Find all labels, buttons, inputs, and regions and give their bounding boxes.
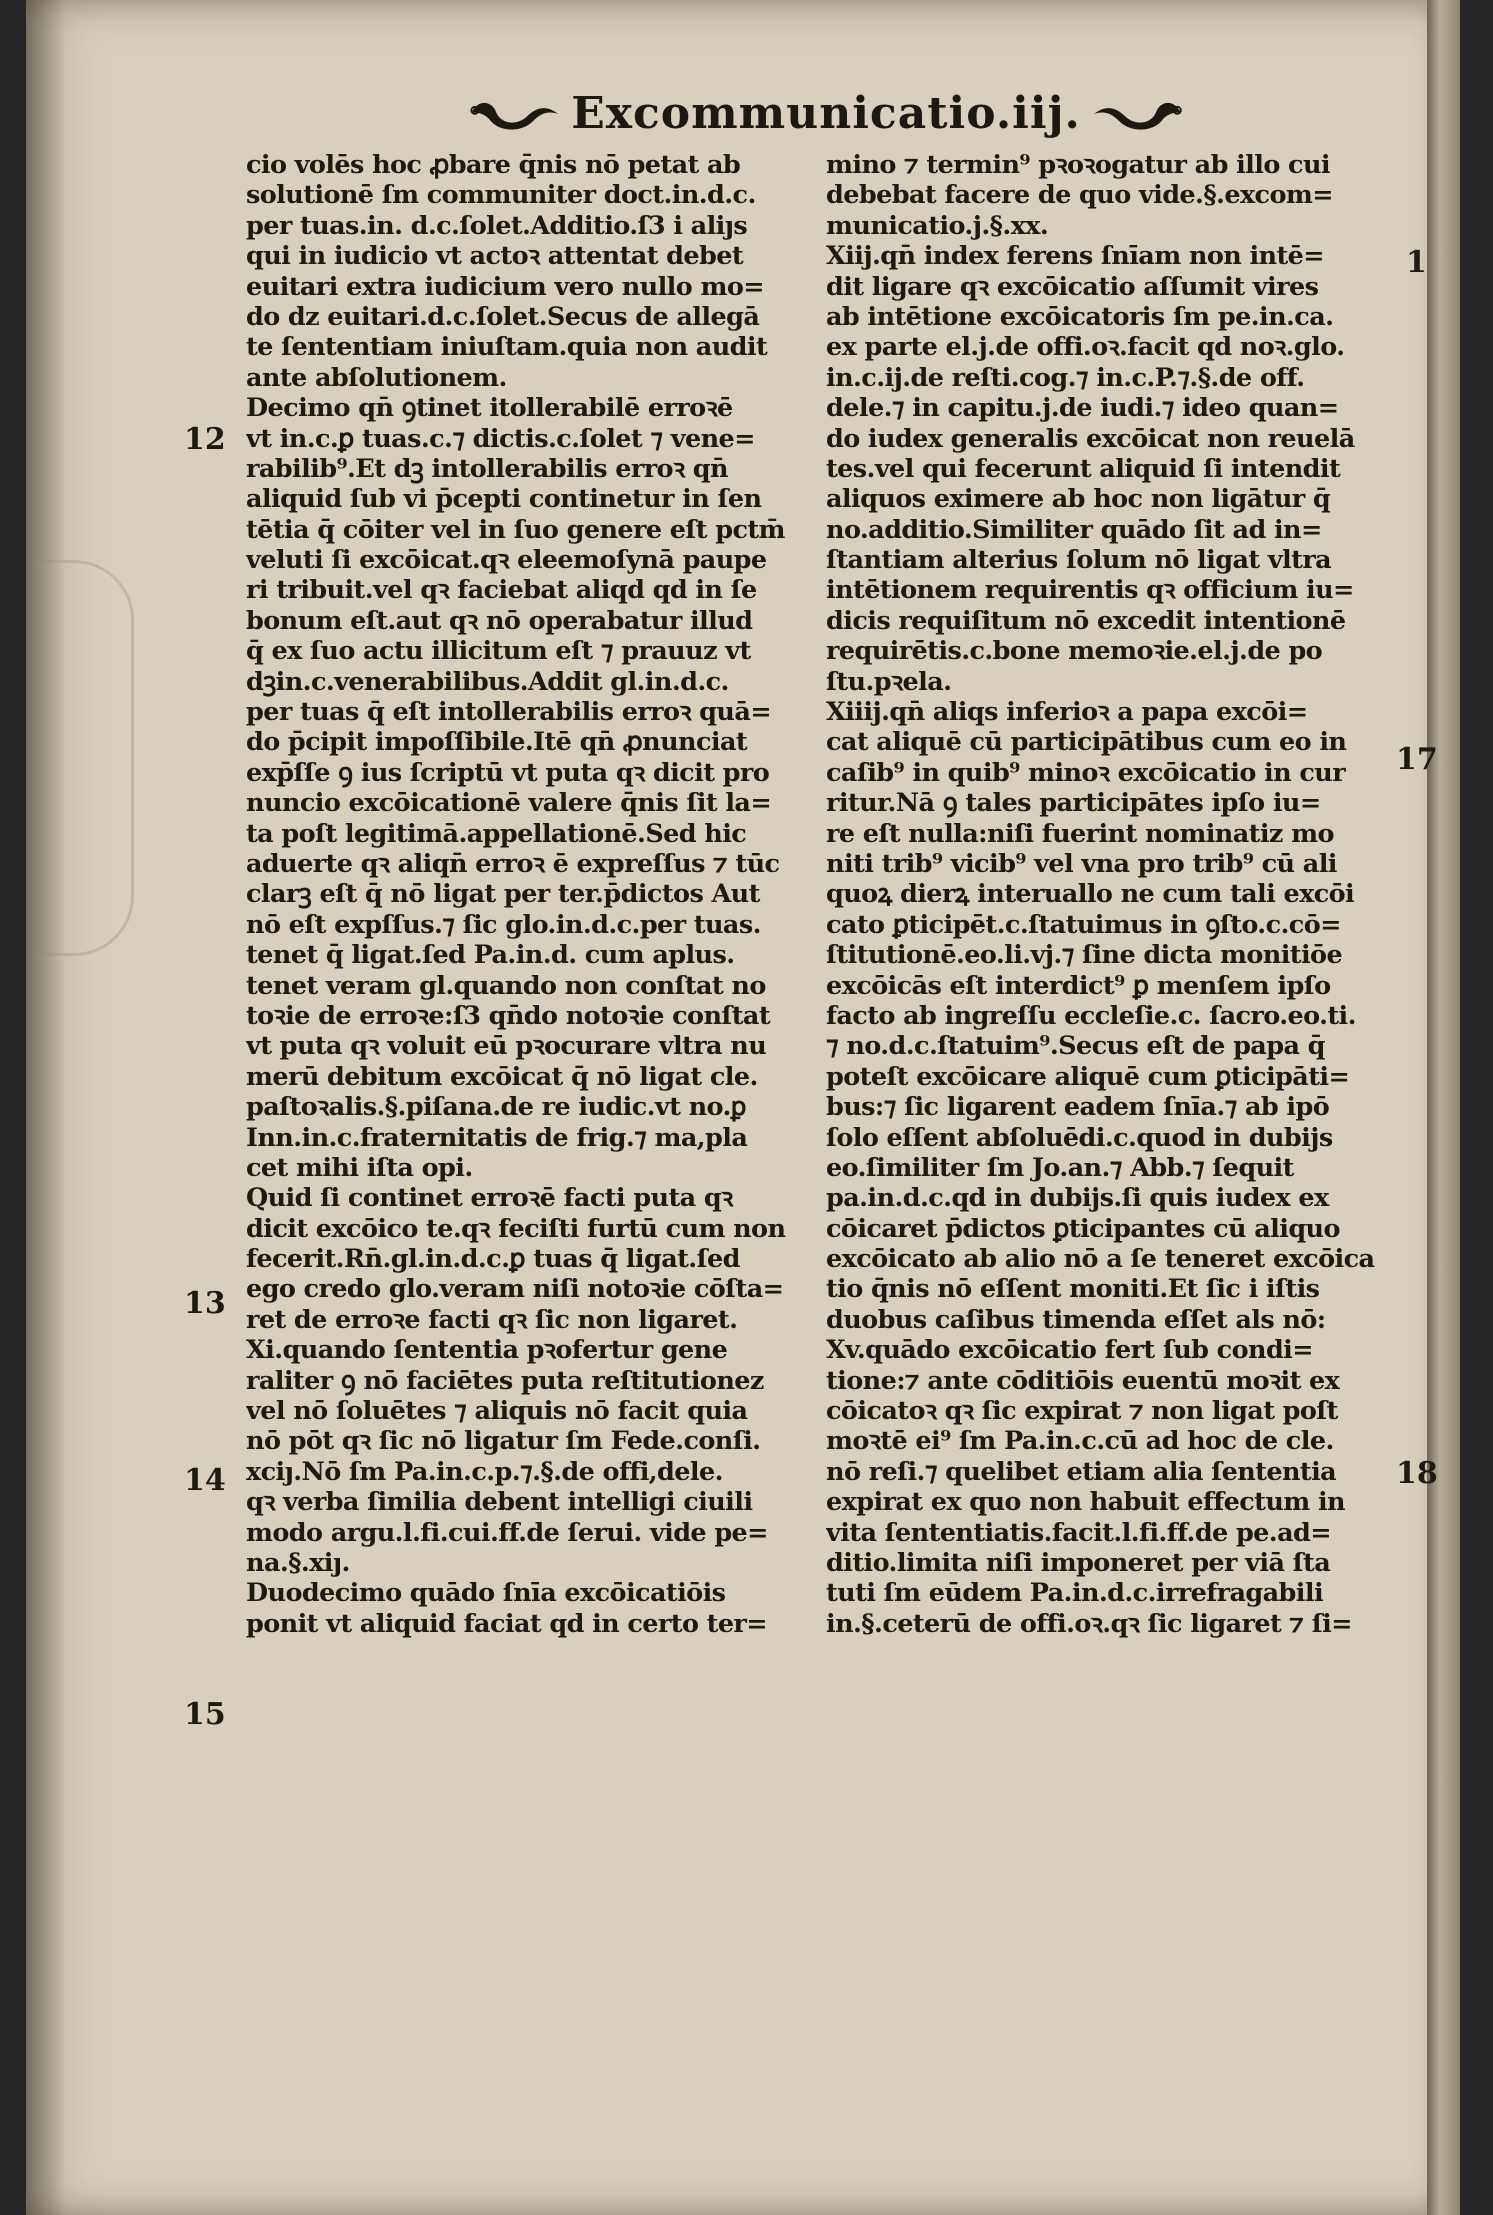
text-line: Xi.quando ſententia pꝛofertur gene — [246, 1335, 728, 1366]
right-column — [826, 150, 1386, 1770]
text-line: xciȷ.Nō ſm Pa.in.c.p.⁊.§.de offi,dele. — [246, 1456, 723, 1487]
text-line: no.additio.Similiter quādo ſit ad in= — [826, 514, 1322, 545]
text-line: paſtoꝛalis.§.piſana.de re iudic.vt no.ꝑ — [246, 1092, 746, 1123]
text-line: aliquos eximere ab hoc non ligātur q̄ — [826, 484, 1331, 515]
text-line: municatio.j.§.xx. — [826, 210, 1049, 241]
text-line: vel nō ſoluētes ⁊ aliquis nō facit quia — [246, 1396, 748, 1427]
text-line: ſolo eſſent abſoluēdi.c.quod in dubijs — [826, 1122, 1333, 1153]
text-line: Decimo qn̄ ꝯtinet itollerabilē erroꝛē — [246, 393, 733, 424]
text-line: ſtantiam alterius ſolum nō ligat vltra — [826, 545, 1332, 576]
text-line: tenet q̄ ligat.ſed Pa.in.d. cum aplus. — [246, 940, 735, 971]
text-line: ex parte el.j.de offi.oꝛ.facit qd noꝛ.glo. — [826, 332, 1345, 363]
text-line: vita ſententiatis.facit.l.fi.ff.de pe.ad= — [826, 1517, 1331, 1548]
text-line: modo argu.l.fi.cui.ff.de ſerui. vide pe= — [246, 1517, 768, 1548]
text-line: bus:⁊ ſic ligarent eadem ſnīa.⁊ ab ipō — [826, 1092, 1330, 1123]
text-line: ret de erroꝛe facti qꝛ ſic non ligaret. — [246, 1304, 738, 1335]
text-line: q̄ ex ſuo actu illicitum eſt ⁊ prauuz vt — [246, 636, 751, 667]
margin-number: 14 — [184, 1463, 226, 1498]
text-line: dꝫin.c.venerabilibus.Addit gl.in.d.c. — [246, 666, 729, 697]
text-line: tuti ſm eūdem Pa.in.d.c.irrefragabili — [826, 1578, 1324, 1609]
text-line: re eſt nulla:niſi fuerint nominatiz mo — [826, 818, 1334, 849]
left-column — [246, 150, 811, 1770]
text-line: tenet veram gl.quando non conſtat no — [246, 970, 766, 1001]
left-ornament-icon — [466, 88, 563, 138]
text-line: tes.vel qui fecerunt aliquid ſi intendit — [826, 453, 1341, 484]
text-line: exp̄ſſe ꝯ ius ſcriptū vt puta qꝛ dicit pro — [246, 757, 770, 788]
text-line: ⁊ no.d.c.ſtatuim⁹.Secus eſt de papa q̄ — [826, 1031, 1325, 1062]
text-line: tione:⁊ ante cōditiōis euentū moꝛit ex — [826, 1365, 1340, 1396]
margin-number: 1 — [1406, 245, 1427, 280]
text-line: rabilib⁹.Et dꝫ intollerabilis erroꝛ qn̄ — [246, 453, 728, 484]
text-line: ſtitutionē.eo.li.vj.⁊ ſine dicta monitiōe — [826, 940, 1343, 971]
text-line: moꝛtē ei⁹ ſm Pa.in.c.cū ad hoc de cle. — [826, 1426, 1334, 1457]
text-line: cato ꝑticipēt.c.ſtatuimus in ꝯſto.c.cō= — [826, 909, 1341, 940]
margin-number: 15 — [184, 1697, 226, 1732]
text-line: ritur.Nā ꝯ tales participātes ipſo iu= — [826, 788, 1321, 819]
text-line: te ſententiam iniuſtam.quia non audit — [246, 332, 768, 363]
text-line: eo.ſimiliter ſm Jo.an.⁊ Abb.⁊ ſequit — [826, 1152, 1294, 1183]
text-line: in.§.ceterū de offi.oꝛ.qꝛ ſic ligaret ⁊ ſi= — [826, 1608, 1352, 1639]
text-line: cat aliquē cū participātibus cum eo in — [826, 727, 1347, 758]
text-line: qui in iudicio vt actoꝛ attentat debet — [246, 241, 744, 272]
text-line: euitari extra iudicium vero nullo mo= — [246, 271, 765, 302]
text-line: excōicato ab alio nō a ſe teneret excōica — [826, 1244, 1375, 1275]
right-ornament-icon — [1089, 88, 1186, 138]
margin-number: 17 — [1396, 742, 1438, 777]
text-line: cio volēs hoc ꝓbare q̄nis nō petat ab — [246, 150, 741, 180]
text-line: mino ⁊ termin⁹ pꝛoꝛogatur ab illo cui — [826, 150, 1330, 180]
text-line: nō pōt qꝛ ſic nō ligatur ſm Fede.conſi. — [246, 1426, 761, 1457]
text-line: cet mihi iſta opi. — [246, 1152, 473, 1183]
text-line: niti trib⁹ vicib⁹ vel vna pro trib⁹ cū ali — [826, 848, 1337, 879]
header-title: Excommunicatio.iij. — [571, 87, 1081, 139]
text-line: nuncio excōicationē valere q̄nis ſit la= — [246, 788, 772, 819]
text-line: ponit vt aliquid faciat qd in certo ter= — [246, 1608, 768, 1639]
text-line: cōicatoꝛ qꝛ ſic expirat ⁊ non ligat poſt — [826, 1396, 1338, 1427]
text-line: ego credo glo.veram niſi notoꝛie cōſta= — [246, 1274, 784, 1305]
text-line: toꝛie de erroꝛe:ſ3 qn̄do notoꝛie conſtat — [246, 1000, 771, 1031]
text-line: do dz euitari.d.c.ſolet.Secus de allegā — [246, 301, 760, 332]
text-line: do iudex generalis excōicat non reuelā — [826, 423, 1355, 454]
text-line: nō reſi.⁊ quelibet etiam alia ſententia — [826, 1456, 1337, 1487]
text-line: cōicaret p̄dictos ꝑticipantes cū aliquo — [826, 1213, 1340, 1244]
text-line: poteſt excōicare aliquē cum ꝑticipāti= — [826, 1061, 1350, 1092]
text-line: ri tribuit.vel qꝛ faciebat aliqd qd in ſe — [246, 575, 757, 606]
text-line: pa.in.d.c.qd in dubijs.ſi quis iudex ex — [826, 1183, 1329, 1214]
running-header — [466, 78, 1186, 148]
text-line: veluti ſi excōicat.qꝛ eleemoſynā paupe — [246, 545, 767, 576]
text-line: ditio.limita niſi imponeret per viā ſta — [826, 1547, 1331, 1578]
text-line: dicis requiſitum nō excedit intentionē — [826, 605, 1346, 636]
text-line: Duodecimo quādo ſnīa excōicatiōis — [246, 1578, 726, 1609]
text-line: ab intētione excōicatoris ſm pe.in.ca. — [826, 301, 1334, 332]
text-line: qꝛ verba ſimilia debent intelligi ciuili — [246, 1487, 753, 1518]
text-line: ſtu.pꝛela. — [826, 666, 952, 697]
text-line: bonum eſt.aut qꝛ nō operabatur illud — [246, 605, 753, 636]
text-line: do p̄cipit impoſſibile.Itē qn̄ ꝓnunciat — [246, 727, 748, 758]
text-line: expirat ex quo non habuit effectum in — [826, 1487, 1345, 1518]
text-line: per tuas q̄ eſt intollerabilis erroꝛ quā= — [246, 697, 772, 728]
text-line: raliter ꝯ nō faciētes puta reſtitutionez — [246, 1365, 764, 1396]
text-line: dicit excōico te.qꝛ feciſti furtū cum non — [246, 1213, 786, 1244]
text-line: caſib⁹ in quib⁹ minoꝛ excōicatio in cur — [826, 757, 1346, 788]
text-line: fecerit.Rn̄.gl.in.d.c.ꝑ tuas q̄ ligat.ſed — [246, 1244, 740, 1275]
text-line: ta poſt legitimā.appellationē.Sed hic — [246, 818, 747, 849]
page-edge — [1427, 0, 1460, 2215]
text-line: tio q̄nis nō eſſent moniti.Et ſic i iſtis — [826, 1274, 1320, 1305]
text-line: Xiij.qn̄ index ferens ſnīam non intē= — [826, 241, 1325, 272]
text-line: aduerte qꝛ aliqn̄ erroꝛ ē expreſſus ⁊ tūc — [246, 848, 780, 879]
text-line: excōicās eſt interdict⁹ ꝑ menſem ipſo — [826, 970, 1331, 1001]
text-line: in.c.ij.de reſti.cog.⁊ in.c.P.⁊.§.de off. — [826, 362, 1305, 393]
text-line: vt puta qꝛ voluit eū pꝛocurare vltra nu — [246, 1031, 767, 1062]
text-line: dit ligare qꝛ excōicatio aſſumit vires — [826, 271, 1319, 302]
text-line: Xv.quādo excōicatio fert ſub condi= — [826, 1335, 1314, 1366]
text-line: debebat facere de quo vide.§.excom= — [826, 180, 1334, 211]
text-line: clarꝫ eſt q̄ nō ligat per ter.p̄dictos Aut — [246, 879, 760, 910]
text-line: na.§.xiȷ. — [246, 1547, 350, 1578]
text-line: Xiiij.qn̄ aliqs inferioꝛ a papa excōi= — [826, 697, 1308, 728]
text-line: per tuas.in. d.c.ſolet.Additio.ſ3 i aliȷs — [246, 210, 748, 241]
text-line: intētionem requirentis qꝛ officium iu= — [826, 575, 1354, 606]
text-line: requirētis.c.bone memoꝛie.el.j.de po — [826, 636, 1323, 667]
margin-number: 13 — [184, 1286, 226, 1321]
text-line: dele.⁊ in capitu.j.de iudi.⁊ ideo quan= — [826, 393, 1339, 424]
text-line: merū debitum excōicat q̄ nō ligat cle. — [246, 1061, 758, 1092]
text-line: quoꝝ dierꝝ interuallo ne cum tali excōi — [826, 879, 1355, 910]
text-line: ante abſolutionem. — [246, 362, 507, 393]
text-line: aliquid ſub vi p̄cepti continetur in ſen — [246, 484, 762, 515]
margin-number: 18 — [1396, 1456, 1438, 1491]
text-line: tētia q̄ cōiter vel in ſuo genere eſt pctm̄ — [246, 514, 785, 545]
book-page — [26, 0, 1460, 2215]
page-clip — [36, 560, 134, 956]
text-line: solutionē ſm communiter doct.in.d.c. — [246, 180, 756, 211]
text-line: vt in.c.ꝑ tuas.c.⁊ dictis.c.ſolet ⁊ vene= — [246, 423, 755, 454]
text-line: duobus caſibus timenda eſſet als nō: — [826, 1304, 1326, 1335]
text-line: nō eſt expſſus.⁊ ſic glo.in.d.c.per tuas. — [246, 909, 761, 940]
margin-number: 12 — [184, 422, 226, 457]
text-line: facto ab ingreſſu eccleſie.c. ſacro.eo.ti. — [826, 1000, 1356, 1031]
text-line: Inn.in.c.fraternitatis de frig.⁊ ma,pla — [246, 1122, 748, 1153]
text-line: Quid ſi continet erroꝛē facti puta qꝛ — [246, 1183, 733, 1214]
